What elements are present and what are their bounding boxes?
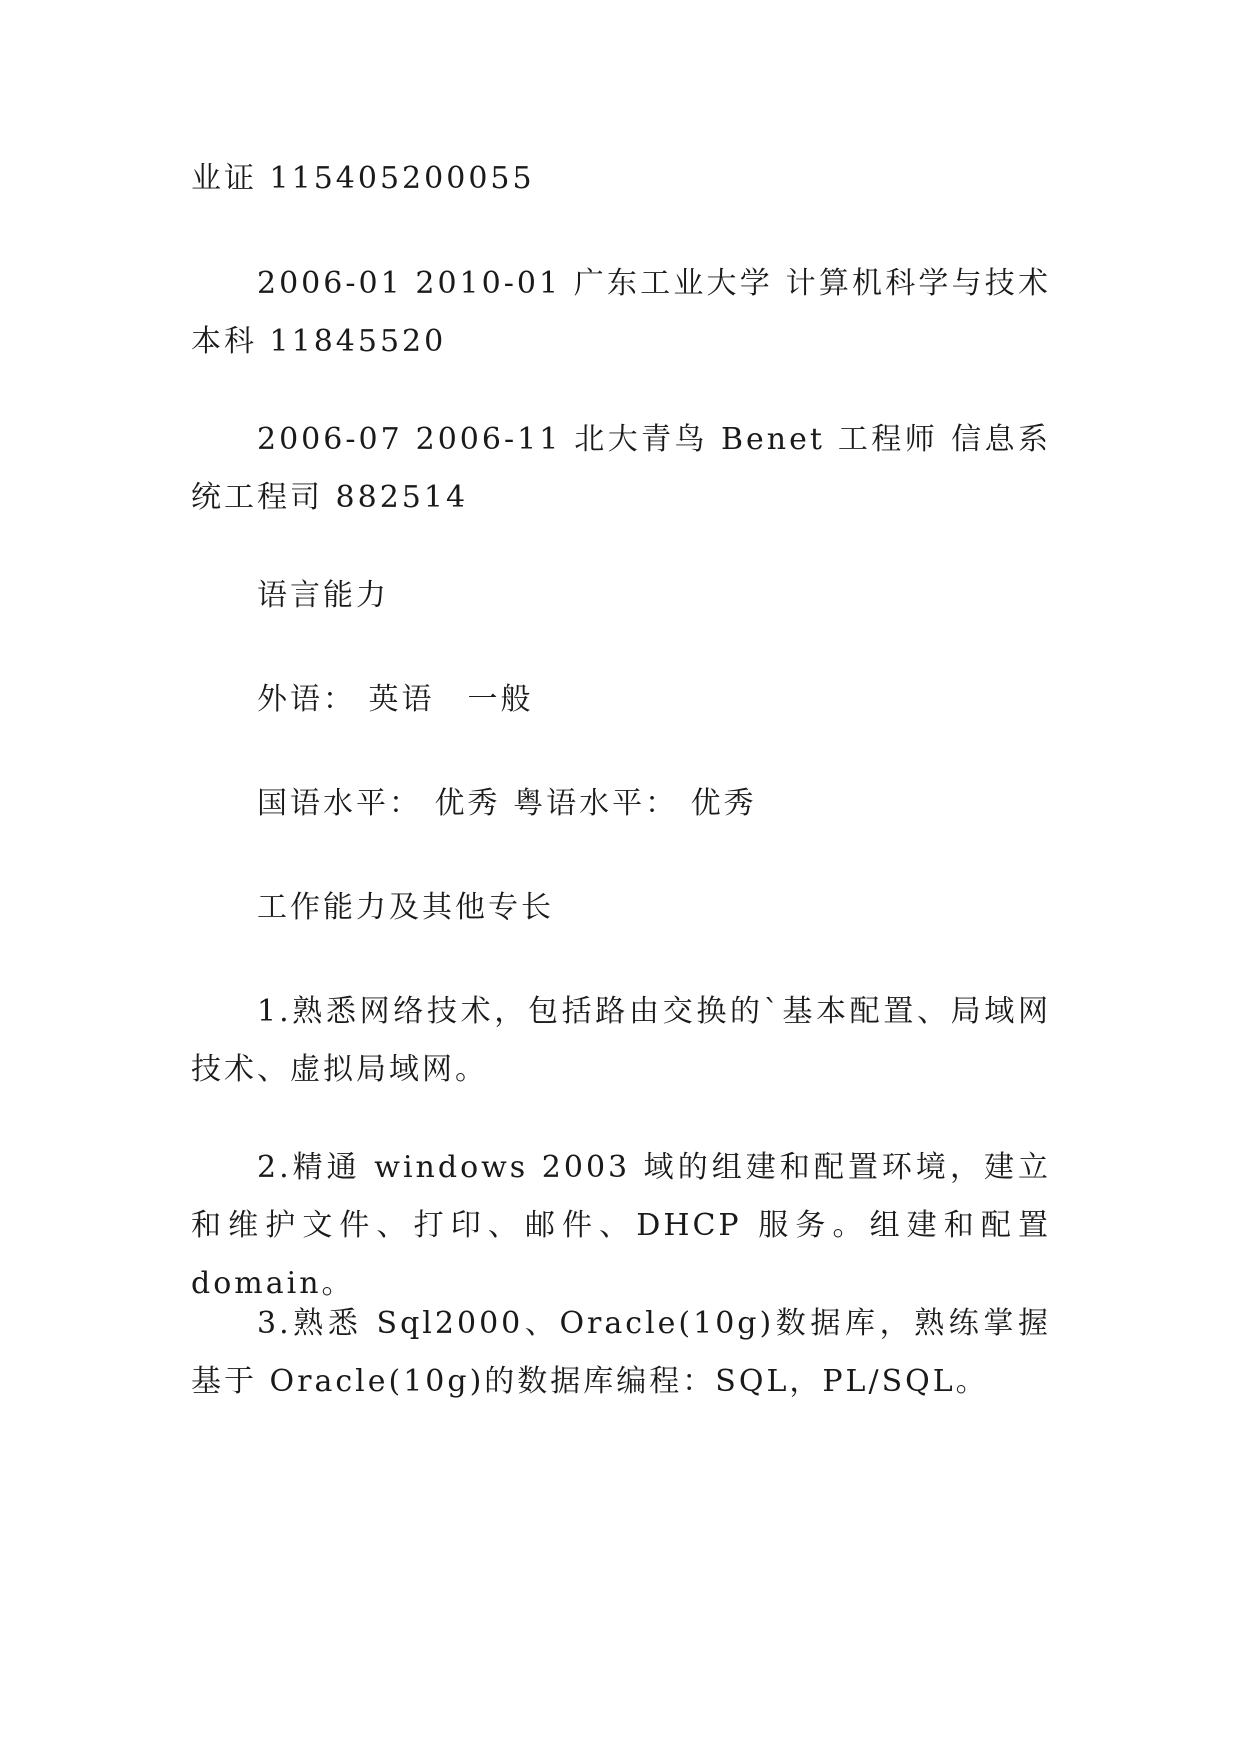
- education-entry-2: 2006-07 2006-11 北大青鸟 Benet 工程师 信息系统工程司 882514: [191, 422, 1051, 515]
- dialect-level-line: 国语水平： 优秀 粤语水平： 优秀: [257, 786, 757, 821]
- section-heading-skills: 工作能力及其他专长: [257, 890, 554, 925]
- skill-item-3: 3.熟悉 Sql2000、Oracle(10g)数据库，熟练掌握基于 Oracle(10g)的数据库编程：SQL，PL/SQL。: [191, 1306, 1051, 1399]
- skill-item-2: 2.精通 windows 2003 域的组建和配置环境，建立和维护文件、打印、邮件、DHCP 服务。组建和配置 domain。: [191, 1150, 1051, 1301]
- section-heading-language: 语言能力: [257, 578, 389, 613]
- foreign-language-line: 外语： 英语 一般: [257, 682, 534, 717]
- skill-item-1: 1.熟悉网络技术，包括路由交换的`基本配置、局域网技术、虚拟局域网。: [191, 994, 1051, 1087]
- education-entry-1: 2006-01 2010-01 广东工业大学 计算机科学与技术 本科 11845520: [191, 266, 1051, 359]
- certificate-number-line: 业证 115405200055: [191, 161, 535, 196]
